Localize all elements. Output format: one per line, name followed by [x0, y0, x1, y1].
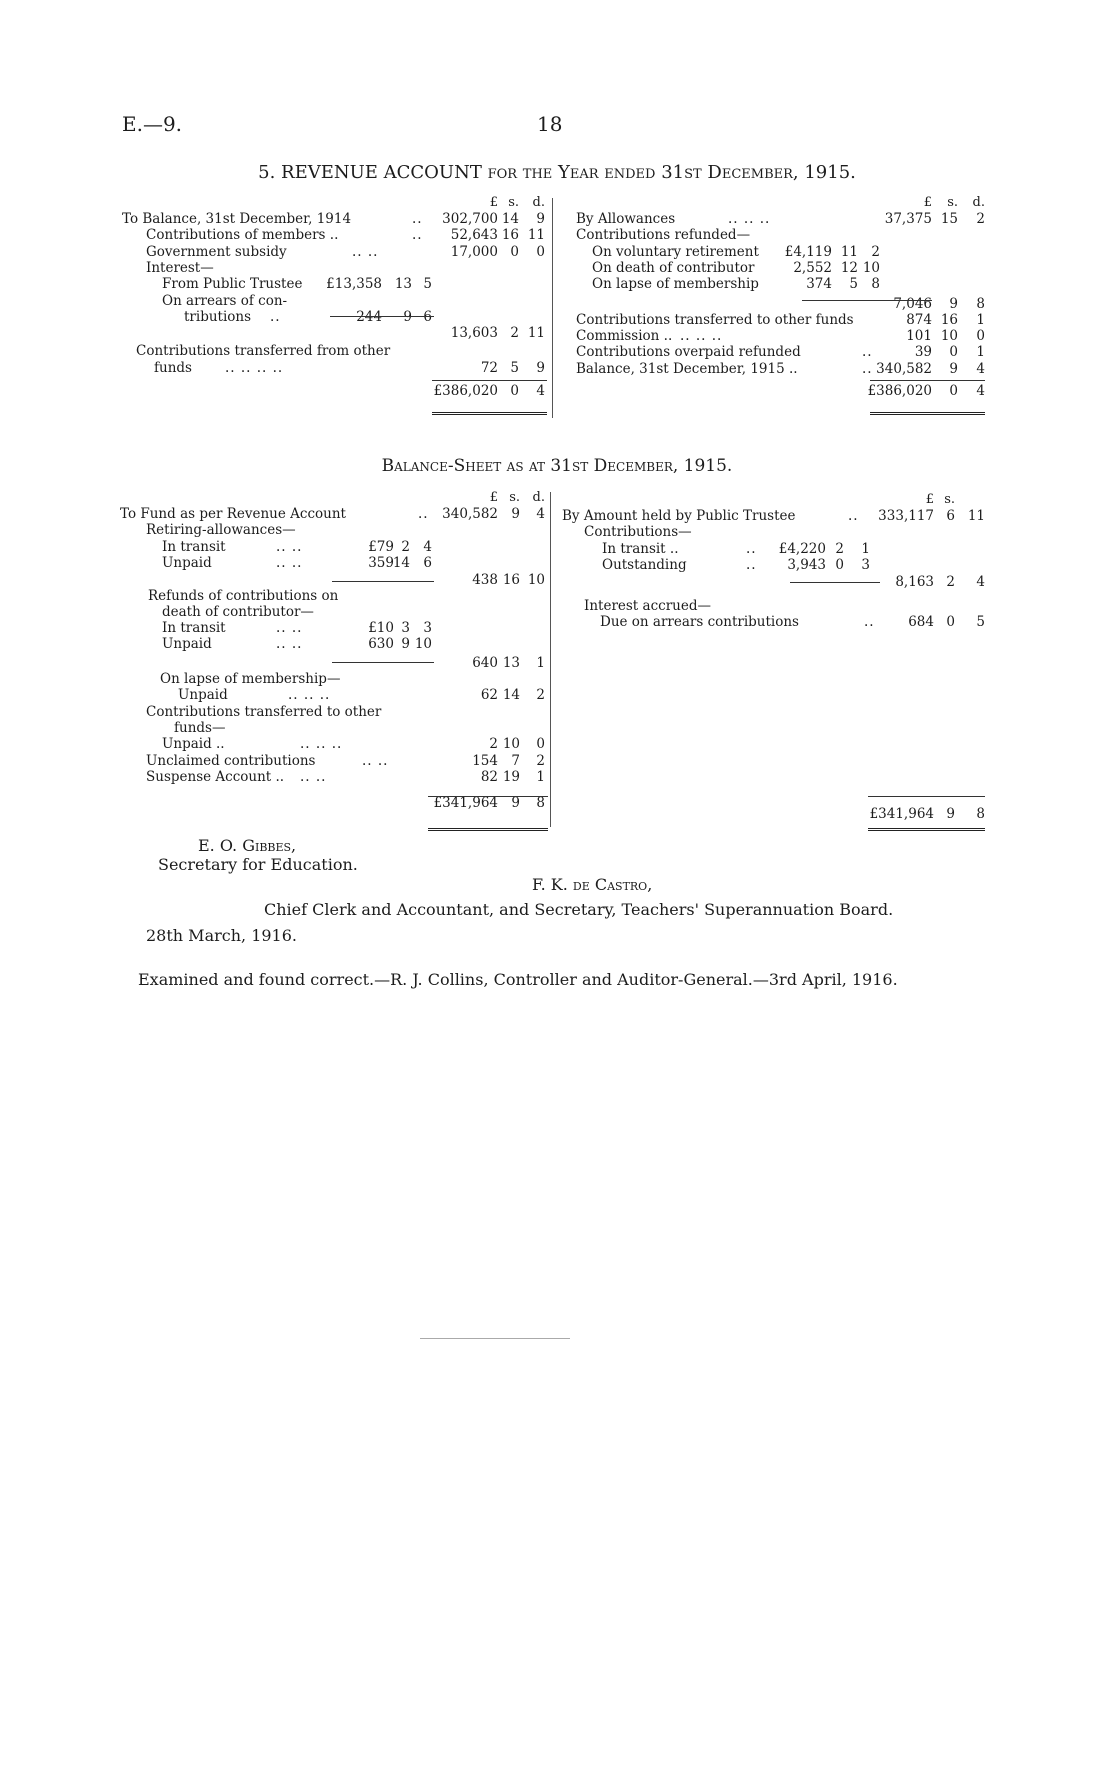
- inner-shillings: 0: [835, 556, 844, 573]
- line-label: tributions: [184, 308, 252, 325]
- amount-shillings: 10: [940, 328, 958, 345]
- total-double-rule: [870, 412, 985, 415]
- amount-shillings: 0: [949, 383, 958, 399]
- amount-shillings: 9: [949, 295, 958, 312]
- column-heading: d.: [972, 195, 985, 210]
- amount-pounds: 39: [914, 344, 932, 361]
- inner-shillings: 9: [401, 636, 410, 653]
- line-label: death of contributor—: [162, 603, 314, 620]
- signature-date: 28th March, 1916.: [146, 926, 297, 945]
- leader-dots: .. ..: [352, 243, 379, 260]
- revenue-title-main: 5. REVENUE ACCOUNT: [258, 162, 482, 183]
- line-label: Refunds of contributions on: [148, 587, 339, 604]
- amount-pence: 2: [536, 752, 545, 769]
- inner-shillings: 2: [835, 540, 844, 557]
- amount-pence: 4: [536, 383, 545, 399]
- amount-pounds: 17,000: [450, 243, 498, 260]
- total-double-rule: [868, 828, 985, 831]
- balance-column-divider: [550, 492, 551, 827]
- subtotal-rule: [332, 662, 434, 663]
- leader-dots: ..: [746, 540, 757, 557]
- subtotal-rule: [790, 582, 880, 583]
- inner-pence: 4: [423, 538, 432, 555]
- inner-pounds: £13,358: [326, 276, 382, 293]
- signature-name-2: F. K. de Castro,: [532, 875, 653, 894]
- page-number: 18: [537, 112, 563, 136]
- amount-pence: 4: [976, 574, 985, 591]
- inner-pounds: 244: [356, 308, 382, 325]
- amount-pounds: £386,020: [433, 383, 498, 399]
- amount-pounds: £386,020: [867, 383, 932, 399]
- leader-dots: ..: [864, 613, 875, 630]
- inner-pounds: 3,943: [787, 556, 826, 573]
- leader-dots: .. ..: [300, 768, 327, 785]
- amount-shillings: 9: [946, 806, 955, 823]
- line-label: From Public Trustee: [162, 276, 303, 293]
- line-label: In transit: [162, 538, 226, 555]
- inner-shillings: 13: [394, 276, 412, 293]
- line-label: On death of contributor: [592, 259, 755, 276]
- decorative-rule: [420, 1338, 570, 1339]
- leader-dots: ..: [862, 344, 873, 361]
- amount-pence: 1: [976, 311, 985, 328]
- amount-pounds: 62: [480, 687, 498, 704]
- line-label: Contributions—: [584, 524, 692, 541]
- amount-shillings: 19: [502, 768, 520, 785]
- line-label: Unpaid: [178, 687, 228, 704]
- subtotal-rule: [802, 300, 932, 301]
- amount-pence: 4: [976, 360, 985, 377]
- amount-shillings: 5: [510, 359, 519, 376]
- amount-pence: 2: [536, 687, 545, 704]
- line-label: Commission ..: [576, 328, 673, 345]
- line-label: On arrears of con-: [162, 292, 288, 309]
- inner-pounds: £4,119: [784, 243, 832, 260]
- amount-shillings: 0: [510, 243, 519, 260]
- line-label: Outstanding: [602, 556, 687, 573]
- line-label: To Balance, 31st December, 1914: [122, 211, 352, 227]
- line-label: Contributions of members ..: [146, 227, 339, 244]
- report-reference: E.—9.: [122, 112, 183, 136]
- amount-shillings: 16: [940, 311, 958, 328]
- amount-pence: 4: [976, 383, 985, 399]
- leader-dots: ..: [418, 506, 429, 522]
- amount-pounds: 640: [472, 654, 498, 671]
- leader-dots: .. .. .. ..: [225, 359, 284, 376]
- line-label: In transit ..: [602, 540, 679, 557]
- revenue-column-divider: [552, 198, 553, 418]
- leader-dots: ..: [746, 556, 757, 573]
- line-label: By Allowances: [576, 211, 676, 227]
- subtotal-rule: [868, 796, 985, 797]
- amount-pence: 11: [527, 227, 545, 244]
- inner-pounds: £10: [368, 620, 394, 637]
- amount-shillings: 14: [501, 211, 519, 227]
- amount-shillings: 0: [510, 383, 519, 399]
- amount-pence: 1: [536, 654, 545, 671]
- leader-dots: .. ..: [276, 554, 303, 571]
- amount-pence: 0: [536, 243, 545, 260]
- column-heading: s.: [508, 195, 519, 210]
- inner-shillings: 9: [403, 308, 412, 325]
- line-label: By Amount held by Public Trustee: [562, 508, 796, 524]
- line-label: Contributions transferred to other funds: [576, 311, 854, 328]
- amount-pounds: 13,603: [450, 325, 498, 342]
- amount-pounds: 72: [480, 359, 498, 376]
- amount-shillings: 9: [511, 506, 520, 522]
- column-heading: s.: [947, 195, 958, 210]
- balance-sheet-title: Balance-Sheet as at 31st December, 1915.: [381, 456, 733, 476]
- line-label: Interest accrued—: [584, 597, 711, 614]
- line-label: Balance, 31st December, 1915 ..: [576, 360, 798, 377]
- amount-pounds: 8,163: [895, 574, 934, 591]
- line-label: Unpaid: [162, 636, 212, 653]
- amount-pounds: 101: [906, 328, 932, 345]
- line-label: On voluntary retirement: [592, 243, 759, 260]
- amount-pounds: £341,964: [869, 806, 934, 823]
- amount-shillings: 10: [502, 736, 520, 753]
- amount-pence: 9: [536, 359, 545, 376]
- amount-pence: 9: [536, 211, 545, 227]
- amount-pence: 1: [976, 344, 985, 361]
- amount-shillings: 0: [946, 613, 955, 630]
- amount-pence: 11: [967, 508, 985, 524]
- line-label: Contributions transferred from other: [136, 343, 391, 360]
- amount-shillings: 2: [946, 574, 955, 591]
- line-label: Unclaimed contributions: [146, 752, 316, 769]
- amount-pence: 1: [536, 768, 545, 785]
- total-double-rule: [428, 828, 548, 831]
- amount-shillings: 15: [940, 211, 958, 227]
- leader-dots: .. .. ..: [300, 736, 343, 753]
- amount-pounds: £341,964: [433, 795, 498, 812]
- amount-pounds: 154: [472, 752, 498, 769]
- amount-pounds: 874: [906, 311, 932, 328]
- leader-dots: ..: [862, 360, 873, 377]
- amount-shillings: 0: [949, 344, 958, 361]
- inner-pence: 8: [871, 276, 880, 293]
- inner-pounds: £79: [368, 538, 394, 555]
- leader-dots: ..: [270, 308, 281, 325]
- amount-shillings: 9: [511, 795, 520, 812]
- amount-pence: 4: [536, 506, 545, 522]
- leader-dots: ..: [848, 508, 859, 524]
- inner-pence: 1: [861, 540, 870, 557]
- leader-dots: .. ..: [276, 620, 303, 637]
- inner-pounds: 359: [368, 554, 394, 571]
- amount-shillings: 14: [502, 687, 520, 704]
- subtotal-rule: [330, 316, 434, 317]
- amount-shillings: 16: [501, 227, 519, 244]
- leader-dots: .. ..: [362, 752, 389, 769]
- line-label: To Fund as per Revenue Account: [120, 506, 346, 522]
- line-label: Contributions transferred to other: [146, 703, 382, 720]
- subtotal-rule: [428, 796, 548, 797]
- line-label: Interest—: [146, 259, 214, 276]
- amount-pence: 10: [527, 572, 545, 589]
- inner-pence: 5: [423, 276, 432, 293]
- amount-pounds: 340,582: [442, 506, 498, 522]
- inner-pounds: 2,552: [793, 259, 832, 276]
- amount-pounds: 2: [489, 736, 498, 753]
- inner-pence: 3: [861, 556, 870, 573]
- amount-pence: 5: [976, 613, 985, 630]
- inner-pence: 10: [414, 636, 432, 653]
- inner-shillings: 12: [840, 259, 858, 276]
- amount-pounds: 52,643: [450, 227, 498, 244]
- leader-dots: .. ..: [276, 538, 303, 555]
- subtotal-rule: [870, 380, 985, 381]
- line-label: funds: [154, 359, 192, 376]
- leader-dots: .. ..: [276, 636, 303, 653]
- signature-name-1: E. O. Gibbes,: [198, 836, 297, 855]
- amount-pence: 8: [536, 795, 545, 812]
- amount-pounds: 438: [472, 572, 498, 589]
- line-label: Government subsidy: [146, 243, 287, 260]
- signature-role-1: Secretary for Education.: [158, 855, 358, 874]
- column-heading: £: [489, 490, 498, 505]
- line-label: Unpaid: [162, 554, 212, 571]
- amount-pounds: 37,375: [884, 211, 932, 227]
- line-label: Contributions overpaid refunded: [576, 344, 801, 361]
- amount-shillings: 9: [949, 360, 958, 377]
- inner-pounds: 374: [806, 276, 832, 293]
- amount-pounds: 333,117: [878, 508, 934, 524]
- amount-shillings: 6: [946, 508, 955, 524]
- subtotal-rule: [432, 380, 547, 381]
- column-heading: £: [489, 195, 498, 210]
- line-label: On lapse of membership: [592, 276, 759, 293]
- inner-shillings: 2: [401, 538, 410, 555]
- inner-shillings: 14: [392, 554, 410, 571]
- line-label: Contributions refunded—: [576, 227, 751, 244]
- revenue-account-title: [0, 162, 1114, 183]
- amount-pounds: 7,046: [893, 295, 932, 312]
- column-heading: s.: [509, 490, 520, 505]
- column-heading: d.: [532, 490, 545, 505]
- amount-pence: 11: [527, 325, 545, 342]
- amount-pence: 8: [976, 806, 985, 823]
- leader-dots: ..: [412, 211, 423, 227]
- inner-pence: 3: [423, 620, 432, 637]
- column-heading: £: [923, 195, 932, 210]
- amount-shillings: 13: [502, 654, 520, 671]
- inner-pence: 2: [871, 243, 880, 260]
- inner-pounds: £4,220: [778, 540, 826, 557]
- amount-shillings: 7: [511, 752, 520, 769]
- inner-shillings: 11: [840, 243, 858, 260]
- inner-shillings: 5: [849, 276, 858, 293]
- leader-dots: .. .. ..: [728, 211, 771, 227]
- line-label: Unpaid ..: [162, 736, 225, 753]
- inner-pence: 10: [862, 259, 880, 276]
- audit-statement: Examined and found correct.—R. J. Collins, Controller and Auditor-General.—3rd April, 1916.: [138, 970, 898, 989]
- line-label: funds—: [174, 719, 226, 736]
- column-heading: £: [925, 492, 934, 507]
- leader-dots: .. .. ..: [680, 328, 723, 345]
- leader-dots: ..: [412, 227, 423, 244]
- amount-shillings: 16: [502, 572, 520, 589]
- amount-pounds: 82: [480, 768, 498, 785]
- subtotal-rule: [332, 581, 434, 582]
- signature-role-2: Chief Clerk and Accountant, and Secretary, Teachers' Superannuation Board.: [264, 900, 894, 919]
- amount-pence: 0: [536, 736, 545, 753]
- inner-pounds: 630: [368, 636, 394, 653]
- amount-pounds: 684: [908, 613, 934, 630]
- line-label: Suspense Account ..: [146, 768, 285, 785]
- amount-shillings: 2: [510, 325, 519, 342]
- inner-pence: 6: [423, 308, 432, 325]
- column-heading: d.: [532, 195, 545, 210]
- total-double-rule: [432, 412, 547, 415]
- amount-pounds: 340,582: [876, 360, 932, 377]
- amount-pounds: 302,700: [442, 211, 498, 227]
- inner-shillings: 3: [401, 620, 410, 637]
- amount-pence: 2: [976, 211, 985, 227]
- column-heading: s.: [944, 492, 955, 507]
- amount-pence: 8: [976, 295, 985, 312]
- line-label: In transit: [162, 620, 226, 637]
- leader-dots: .. .. ..: [288, 687, 331, 704]
- line-label: On lapse of membership—: [160, 671, 341, 687]
- line-label: Due on arrears contributions: [600, 613, 799, 630]
- line-label: Retiring-allowances—: [146, 522, 296, 539]
- inner-pence: 6: [423, 554, 432, 571]
- amount-pence: 0: [976, 328, 985, 345]
- revenue-title-rest: for the Year ended 31st December, 1915.: [487, 162, 856, 183]
